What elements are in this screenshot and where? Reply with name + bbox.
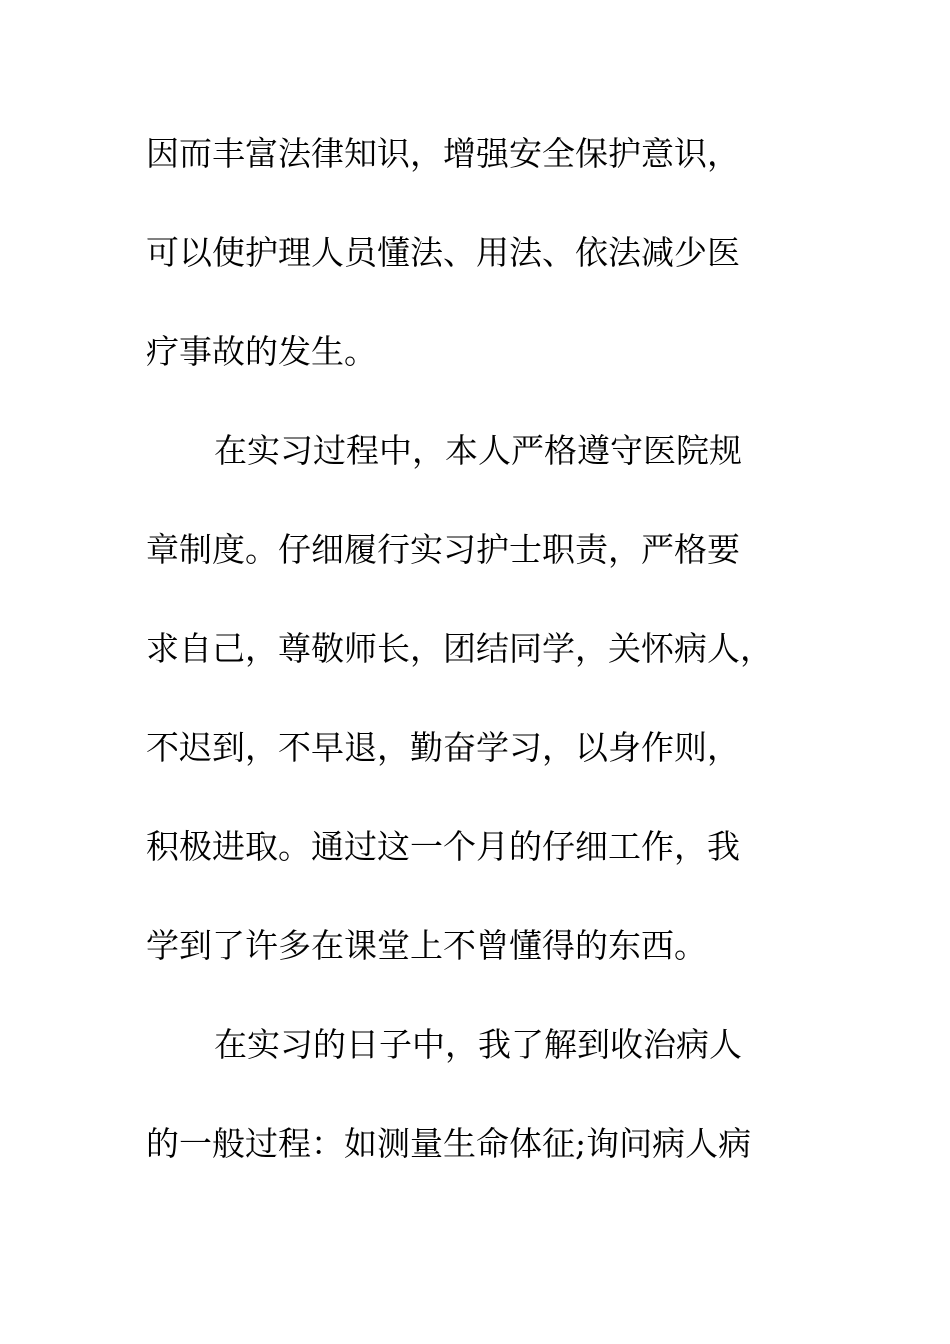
document-body — [146, 126, 826, 1215]
text-line: 疗事故的发生。 — [146, 332, 377, 371]
paragraph-first-line: 在实习过程中，本人严格遵守医院规 — [214, 431, 742, 470]
text-line: 的一般过程：如测量生命体征;询问病人病 — [146, 1124, 752, 1163]
text-line: 求自己，尊敬师长，团结同学，关怀病人， — [146, 629, 773, 668]
text-line: 可以使护理人员懂法、用法、依法减少医 — [146, 233, 740, 272]
paragraph-first-line: 在实习的日子中，我了解到收治病人 — [214, 1025, 742, 1064]
text-line: 学到了许多在课堂上不曾懂得的东西。 — [146, 926, 707, 965]
text-line: 不迟到，不早退，勤奋学习，以身作则， — [146, 728, 740, 767]
text-line: 章制度。仔细履行实习护士职责，严格要 — [146, 530, 740, 569]
text-line: 积极进取。通过这一个月的仔细工作，我 — [146, 827, 740, 866]
text-line: 因而丰富法律知识，增强安全保护意识， — [146, 134, 740, 173]
